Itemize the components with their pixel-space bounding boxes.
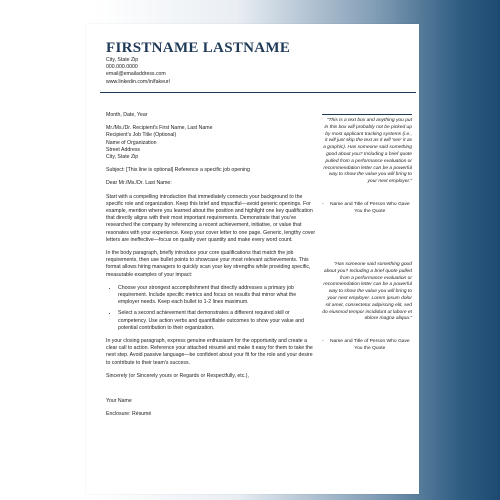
closing-line: Sincerely (or Sincerely yours or Regards or Respectfully, etc.), [106, 372, 249, 379]
salutation: Dear Mr./Ms./Dr. Last Name: [106, 180, 172, 187]
attribution-dash: - [322, 201, 324, 207]
sidebar-quote-1: "This is a text box and anything you put in this box will probably not be picked up by most applicant tracking systems (i.e., it will just skip the text as it will 'see' it as a graphic). Has someone said something good about you? Including a brief quote pulled from a performance evaluation or recommendation letter can be a powerful way to show the value you will bring to your next employer." [323, 118, 412, 185]
contact-city: City, State Zip [106, 57, 139, 63]
sidebar-attribution-2 [322, 339, 412, 353]
letter-date: Month, Date, Year [106, 112, 148, 118]
recipient-organization: Name of Organization [106, 139, 157, 146]
achievement-list [106, 285, 318, 332]
attribution-dash: - [322, 339, 324, 345]
sidebar-quote-2: "Has someone said something good about you? Including a brief quote pulled from a performance evaluation or recommendation letter can be a powerful way to show the value you will bring to your next employer. Lorem ipsum dolor sit amet, consectetur adipiscing elit, sed do eiusmod tempor incididunt ut labore et dolore magna aliqua." [322, 262, 412, 322]
attribution-text-1: Name and Title of Person Who Gave You the Quote [329, 201, 410, 214]
recipient-street: Street Address [106, 146, 141, 153]
contact-block [106, 57, 170, 86]
subject-line: Subject: [This line is optional] Reference a specific job opening [106, 167, 250, 174]
signature-name: Your Name [106, 398, 132, 405]
contact-phone: 000.000.0000 [106, 64, 138, 71]
intro-paragraph: Start with a compelling introduction that immediately connects your background to the specific role and organization. Keep this brief and impactful—avoid generic openings. For example, mention where you learned about the position and highlight one key qualification that directly aligns with their most important requirements. Demonstrate that you've researched the company by referencing a recent achievement, initiative, or value that resonates with your experience. Keep your cover letter to one page. Generic, lengthy cover letters are ineffective—focus on quality over quantity and make every word count. [106, 193, 316, 243]
recipient-city: City, State Zip [106, 154, 139, 161]
sidebar-quote-box-1 [322, 118, 412, 216]
contact-linkedin: www.linkedin.com/in/fakeurl [106, 78, 170, 85]
closing-paragraph: In your closing paragraph, express genuine enthusiasm for the opportunity and create a clear call to action. Reference your attached résumé and make it easy for them to take the next step. Avoid passive language—be confident about your fit for the role and your desire to contribute to their team's success. [106, 338, 313, 366]
contact-email: email@emailaddress.com [106, 71, 166, 78]
applicant-name: FIRSTNAME LASTNAME [106, 40, 291, 56]
attribution-text-2: Name and Title of Person Who Gave You the Quote [329, 339, 410, 351]
header-divider [100, 92, 416, 93]
sidebar-top-rule [322, 114, 412, 115]
recipient-block [106, 125, 318, 161]
achievement-bullet-1: • Choose your strongest accomplishment that directly addresses a primary job requirement. Include specific metrics and focus on results that mirror what the employer needs. Keep each bullet to 1-2 lines maximum. [118, 285, 318, 307]
sidebar-quote-box-2 [322, 262, 412, 353]
body-paragraph: In the body paragraph, briefly introduce your core qualifications that match the job requirements, then use bullet points to showcase your most relevant achievements. This format allows hiring managers to quickly scan your key strengths while providing specific, measurable examples of your impact: [106, 250, 311, 278]
recipient-title: Recipient's Job Title (Optional) [106, 132, 177, 139]
enclosure-line: Enclosure: Résumé [106, 411, 152, 418]
sidebar-attribution-1 [322, 202, 412, 216]
achievement-bullet-2: • Select a second achievement that demonstrates a different required skill or competency. Use action verbs and quantifiable outcomes to show your value and potential contribution to their organization. [118, 310, 318, 332]
letter-body [106, 112, 318, 425]
recipient-name: Mr./Ms./Dr. Recipient's First Name, Last Name [106, 125, 213, 132]
